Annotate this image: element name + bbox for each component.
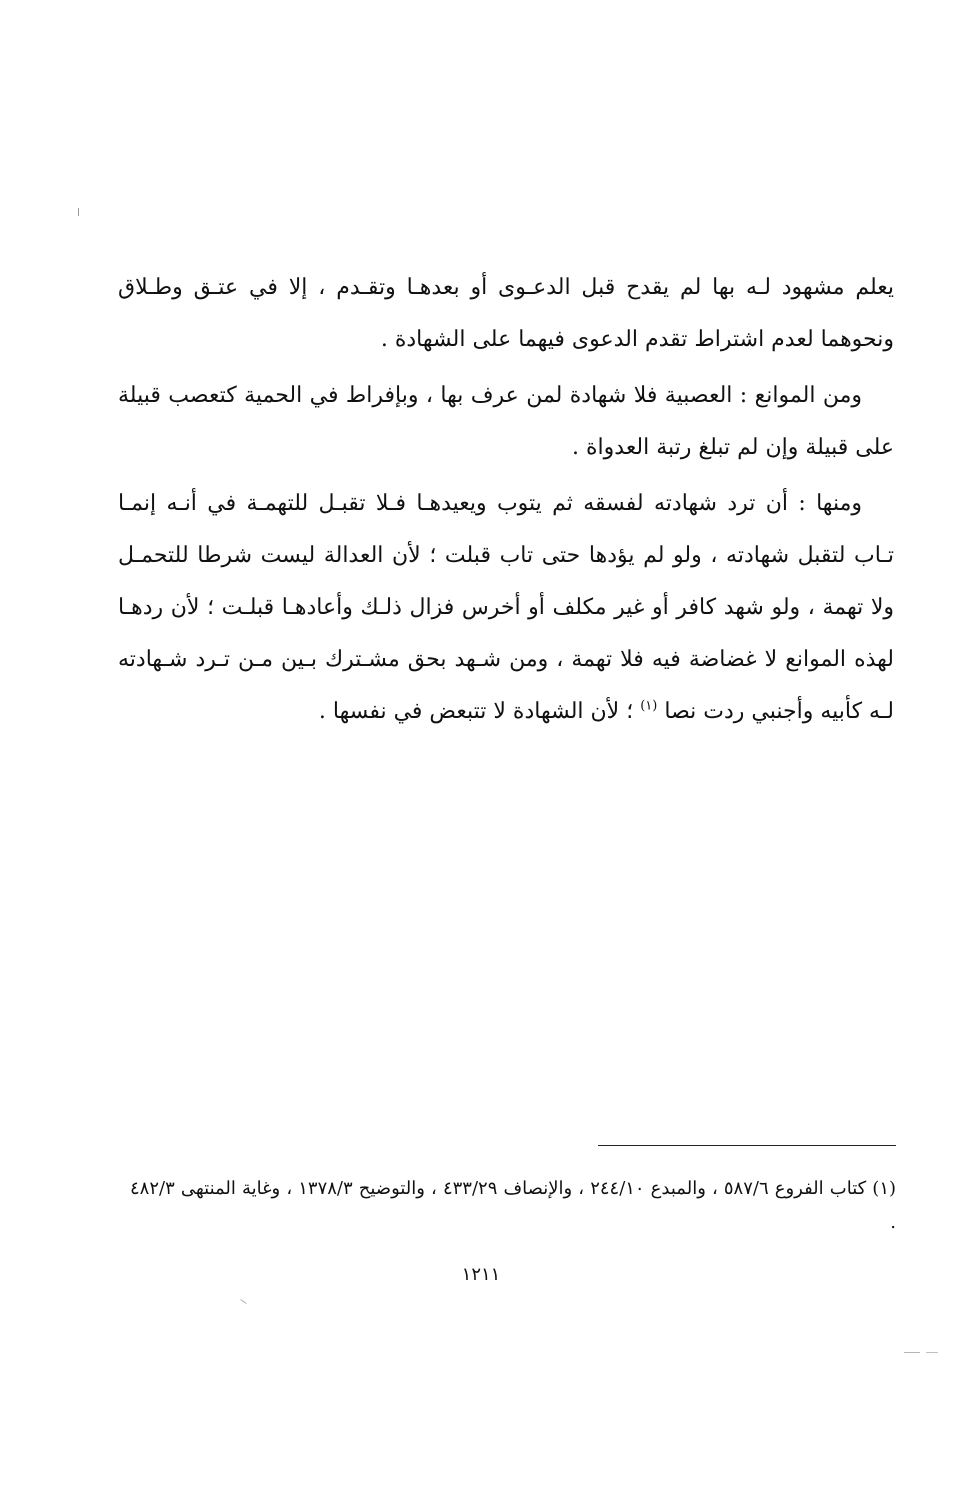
footnote-1: (١) كتاب الفروع ٥٨٧/٦ ، والمبدع ٢٤٤/١٠ ، والإنصاف ٤٣٣/٢٩ ، والتوضيح ١٣٧٨/٣ ، وغاية المنتهى ٤٨٢/٣ . [130,1178,897,1233]
paragraph-1: يعلم مشهود لـه بها لم يقدح قبل الدعـوى أو بعدهـا وتقـدم ، إلا في عتـق وطـلاق ونحوهما لعدم اشتراط تقدم الدعوى فيهما على الشهادة . [118,275,894,352]
scan-speck [240,1299,246,1304]
footnote-reference[interactable]: (١) [640,698,658,714]
scan-speck [904,1352,920,1353]
footnotes [130,1172,896,1240]
paragraph-3-text: ومنها : أن ترد شهادته لفسقه ثم يتوب ويعيدهـا فـلا تقبـل للتهمـة في أنـه إنمـا تـاب لتقبل شهادته ، ولو لم يؤدها حتى تاب قبلت ؛ لأن العدالة ليست شرطا للتحمـل ولا تهمة ، ولو شهد كافر أو غير مكلف أو أخرس فزال ذلـك وأعادهـا قبلـت ؛ لأن ردهـا لهذه الموانع لا غضاضة فيه فلا تهمة ، ومن شـهد بحق مشـترك بـين مـن تـرد شـهادته لـه كأبيه وأجنبي ردت نصا [118,491,894,724]
footnote-separator [598,1145,896,1146]
scan-speck [926,1352,938,1353]
paragraph-2: ومن الموانع : العصبية فلا شهادة لمن عرف بها ، وبإفراط في الحمية كتعصب قبيلة على قبيلة وإن لم تبلغ رتبة العدواة . [118,383,894,460]
scan-speck [78,208,79,216]
page-number: ١٢١١ [461,1264,501,1285]
paragraph-3 [118,478,894,738]
paragraph-3-tail: ؛ لأن الشهادة لا تتبعض في نفسها . [318,699,641,724]
main-text [118,262,894,742]
